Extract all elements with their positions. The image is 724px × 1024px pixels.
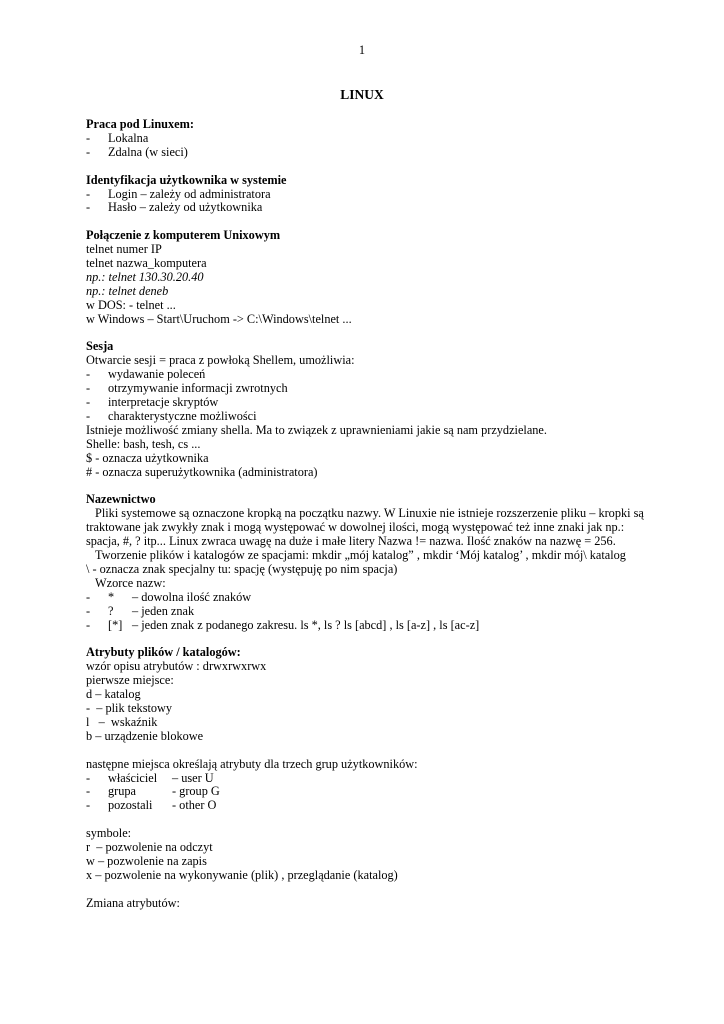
list-item: - Zdalna (w sieci): [86, 144, 188, 159]
text-line: b – urządzenie blokowe: [86, 728, 204, 743]
text-line: telnet nazwa_komputera: [86, 256, 207, 271]
text-line: x – pozwolenie na wykonywanie (plik) , przeglądanie (katalog): [86, 867, 398, 882]
list-item: - pozostali - other O: [86, 798, 217, 813]
text-line: telnet numer IP: [86, 242, 162, 257]
list-item: - otrzymywanie informacji zwrotnych: [86, 381, 288, 396]
example-line: np.: telnet deneb: [86, 283, 169, 298]
text-line: w – pozwolenie na zapis: [86, 853, 207, 868]
list-item: - grupa - group G: [86, 784, 220, 799]
text-line: symbole:: [86, 826, 132, 841]
text-line: pierwsze miejsce:: [86, 673, 174, 688]
paragraph: Tworzenie plików i katalogów ze spacjami: mkdir „mój katalog” , mkdir ‘Mój katalog’ , mkdir mój\ katalog: [95, 548, 626, 563]
section-heading: Sesja: [86, 339, 114, 354]
text-line: w DOS: - telnet ...: [86, 297, 176, 312]
text-line: wzór opisu atrybutów : drwxrwxrwx: [86, 659, 267, 674]
text-line: Zmiana atrybutów:: [86, 895, 180, 910]
section-heading: Identyfikacja użytkownika w systemie: [86, 172, 287, 187]
section-heading: Połączenie z komputerem Unixowym: [86, 228, 281, 243]
text-line: Otwarcie sesji = praca z powłoką Shellem, umożliwia:: [86, 353, 355, 368]
list-item: - Login – zależy od administratora: [86, 186, 271, 201]
text-line: r – pozwolenie na odczyt: [86, 840, 213, 855]
list-item: - Lokalna: [86, 130, 149, 145]
text-line: Istnieje możliwość zmiany shella. Ma to związek z uprawnieniami jakie są nam przydzielane.: [86, 422, 547, 437]
section-heading: Nazewnictwo: [86, 492, 156, 507]
text-line: # - oznacza superużytkownika (administratora): [86, 464, 318, 479]
list-item: - wydawanie poleceń: [86, 367, 206, 382]
paragraph: Pliki systemowe są oznaczone kropką na początku nazwy. W Linuxie nie istnieje rozszerzenie pliku – kropki są traktowane jak zwykły znak i mogą występować w dowolnej ilości, mogą występować też inne znaki jak np.: spacja, #, ? itp... Linux zwraca uwagę na duże i małe litery Nazwa != nazwa. Ilość znaków na nazwę = 256.: [86, 506, 644, 549]
list-item: - charakterystyczne możliwości: [86, 408, 257, 423]
text-line: Shelle: bash, tesh, cs ...: [86, 436, 201, 451]
text-line: w Windows – Start\Uruchom -> C:\Windows\telnet ...: [86, 311, 352, 326]
text-line: d – katalog: [86, 687, 141, 702]
example-line: np.: telnet 130.30.20.40: [86, 269, 204, 284]
text-line: $ - oznacza użytkownika: [86, 450, 209, 465]
list-item: - interpretacje skryptów: [86, 395, 219, 410]
text-line: - – plik tekstowy: [86, 700, 173, 715]
section-heading: Praca pod Linuxem:: [86, 117, 194, 131]
text-line: następne miejsca określają atrybuty dla trzech grup użytkowników:: [86, 756, 418, 771]
section-heading: Atrybuty plików / katalogów:: [86, 645, 241, 660]
document-body: [86, 118, 656, 911]
page-number: 1: [358, 43, 366, 57]
list-item: - właściciel – user U: [86, 770, 214, 785]
text-line: \ - oznacza znak specjalny tu: spację (występuję po nim spacja): [86, 561, 398, 576]
list-item: - ? – jeden znak: [86, 603, 195, 618]
text-line: l – wskaźnik: [86, 714, 158, 729]
page-title: LINUX: [340, 87, 384, 102]
list-item: - [*] – jeden znak z podanego zakresu. ls *, ls ? ls [abcd] , ls [a-z] , ls [ac-z]: [86, 617, 480, 632]
list-item: - Hasło – zależy od użytkownika: [86, 200, 263, 215]
text-line: Wzorce nazw:: [95, 575, 166, 590]
list-item: - * – dowolna ilość znaków: [86, 589, 252, 604]
